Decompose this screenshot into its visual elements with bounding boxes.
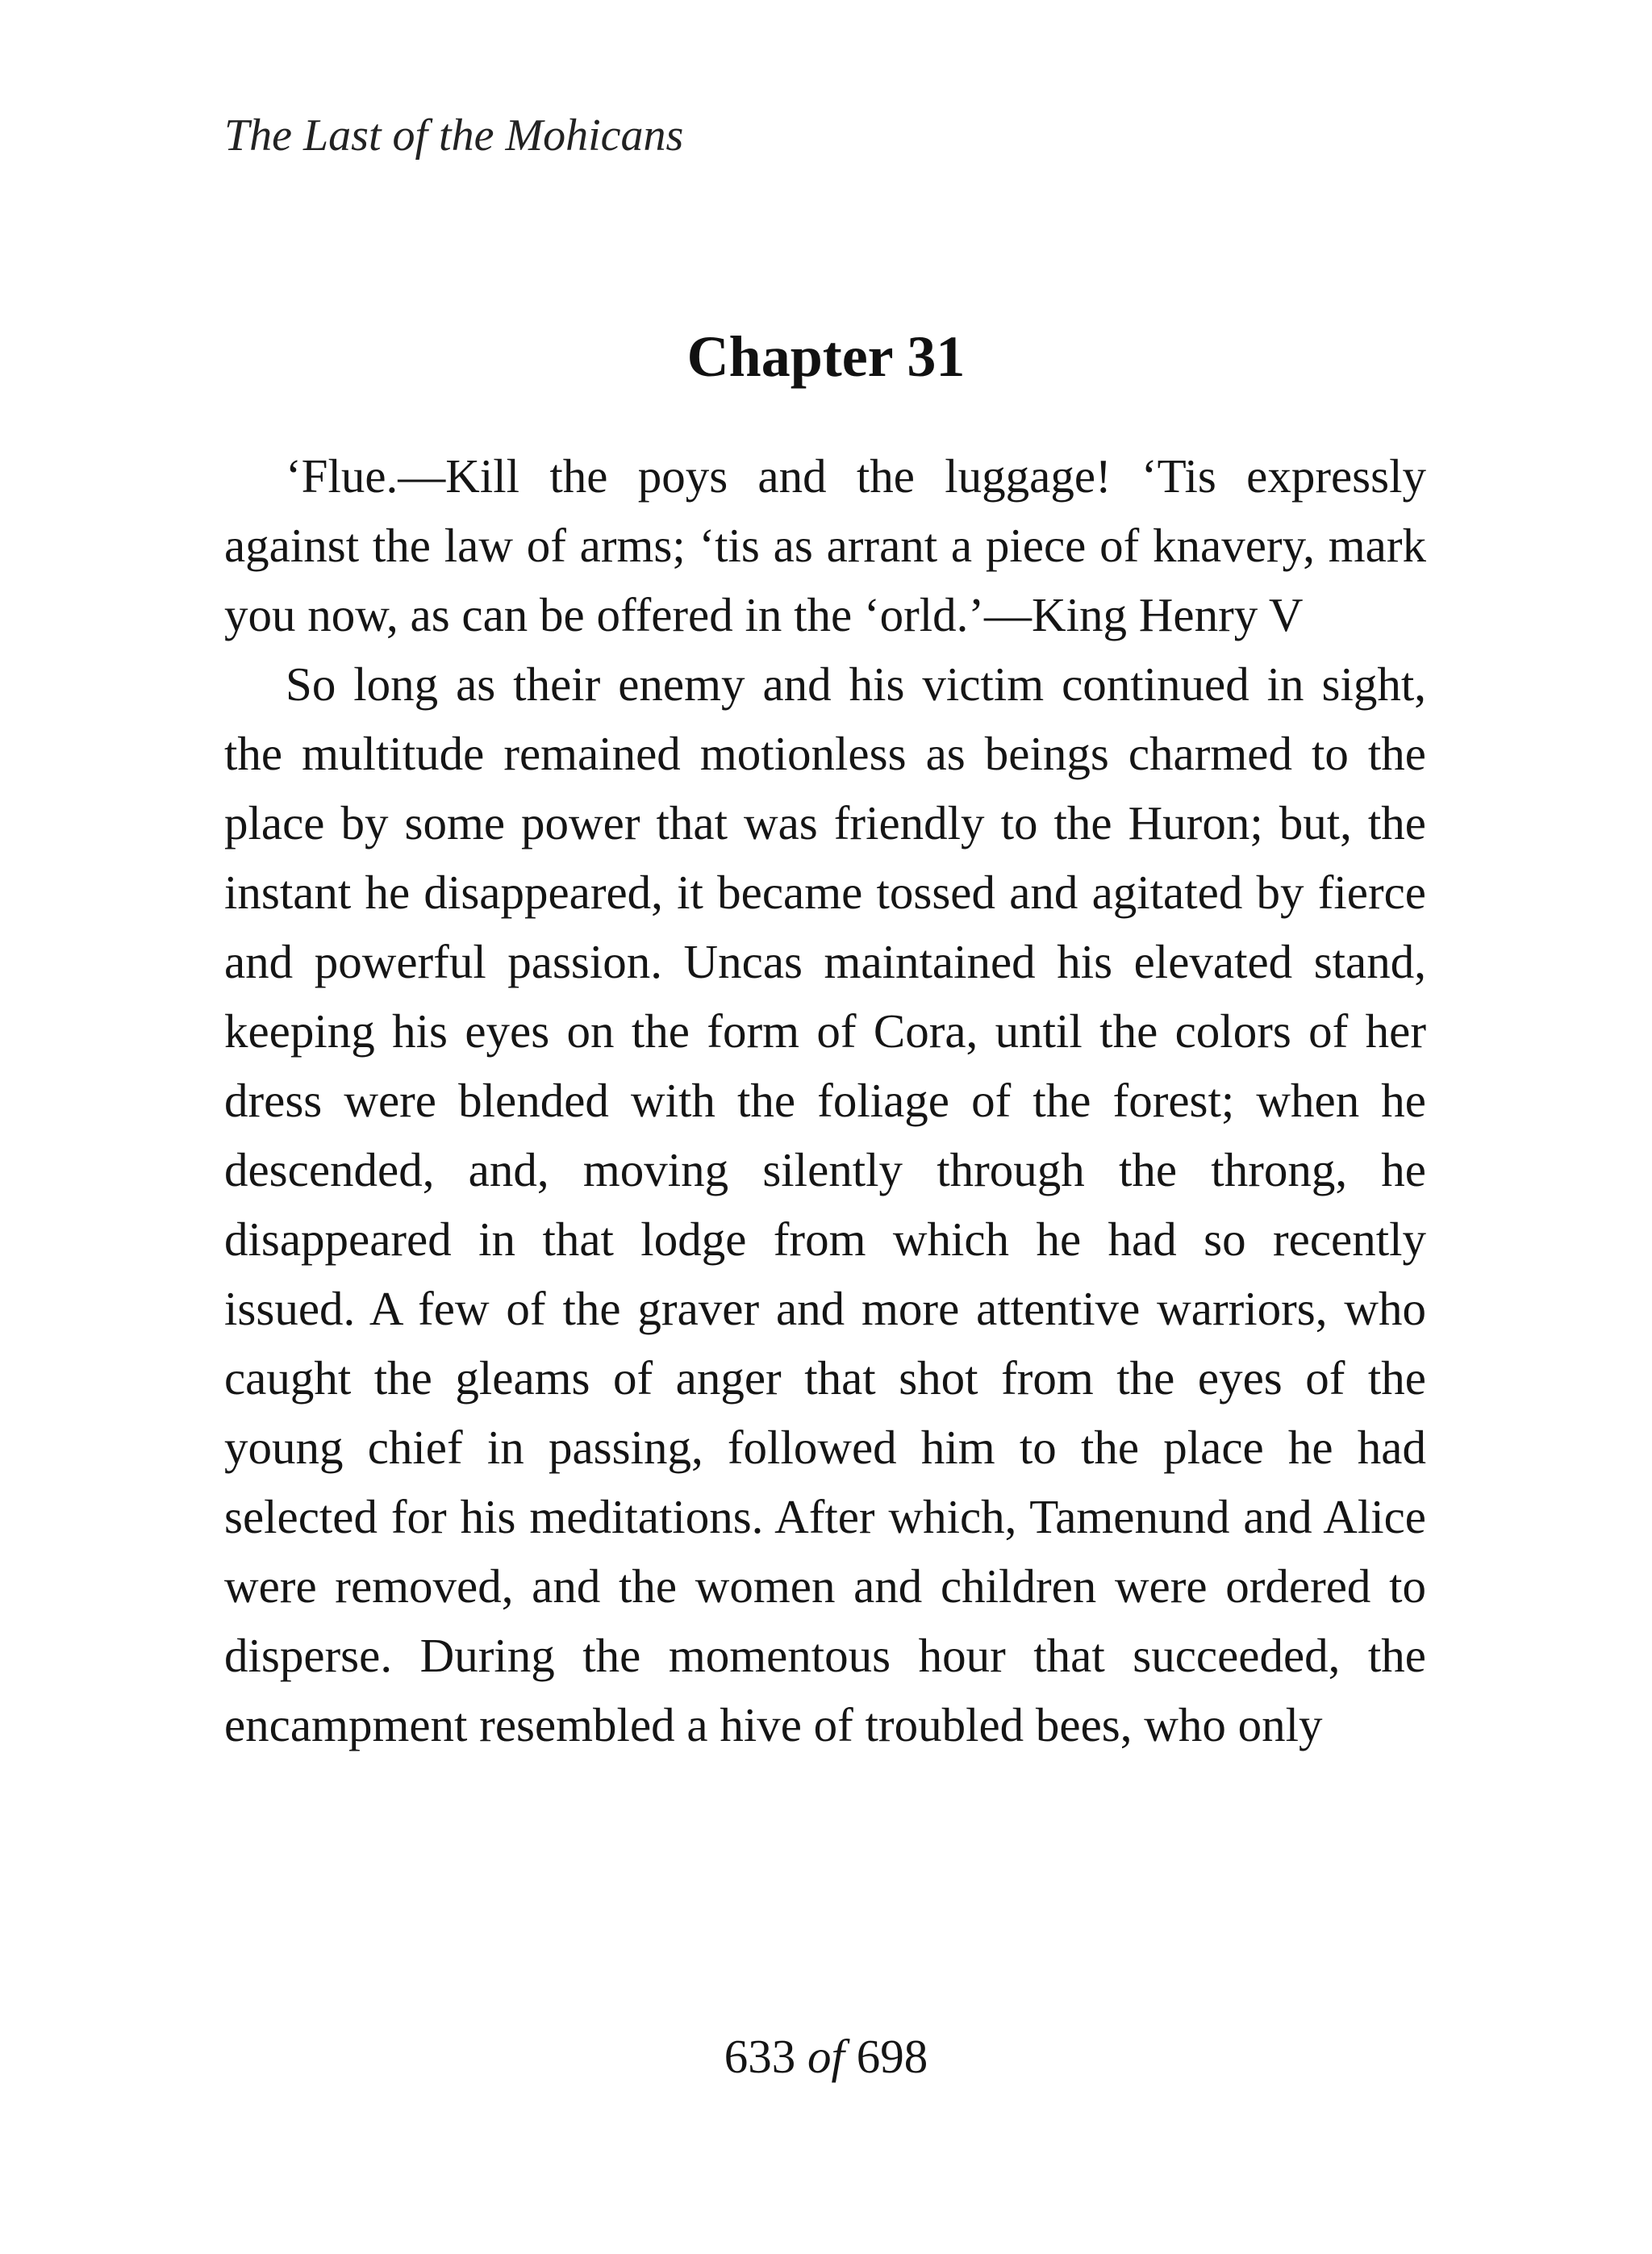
total-page-count: 698 — [856, 2030, 928, 2083]
epigraph-paragraph: ‘Flue.—Kill the poys and the luggage! ‘Tis expressly against the law of arms; ‘tis as arrant a piece of knavery, mark you now, as can be offered in the ‘orld.’—King Henry V — [224, 449, 1426, 641]
running-header-title: The Last of the Mohicans — [224, 111, 684, 161]
current-page-number: 633 — [724, 2030, 796, 2083]
chapter-body — [224, 441, 1426, 1759]
chapter-heading: Chapter 31 — [686, 324, 966, 389]
page-of-separator: of — [807, 2030, 845, 2083]
body-paragraph: So long as their enemy and his victim continued in sight, the multitude remained motionless as beings charmed to the place by some power that was friendly to the Huron; but, the instant he disappeared, it became tossed and agitated by fierce and powerful passion. Uncas maintained his elevated stand, keeping his eyes on the form of Cora, until the colors of her dress were blended with the foliage of the forest; when he descended, and, moving silently through the throng, he disappeared in that lodge from which he had so recently issued. A few of the graver and more attentive warriors, who caught the gleams of anger that shot from the eyes of the young chief in passing, followed him to the place he had selected for his meditations. After which, Tamenund and Alice were removed, and the women and children were ordered to disperse. During the momentous hour that succeeded, the encampment resembled a hive of troubled bees, who only — [224, 657, 1426, 1751]
page-number — [0, 2022, 1652, 2091]
